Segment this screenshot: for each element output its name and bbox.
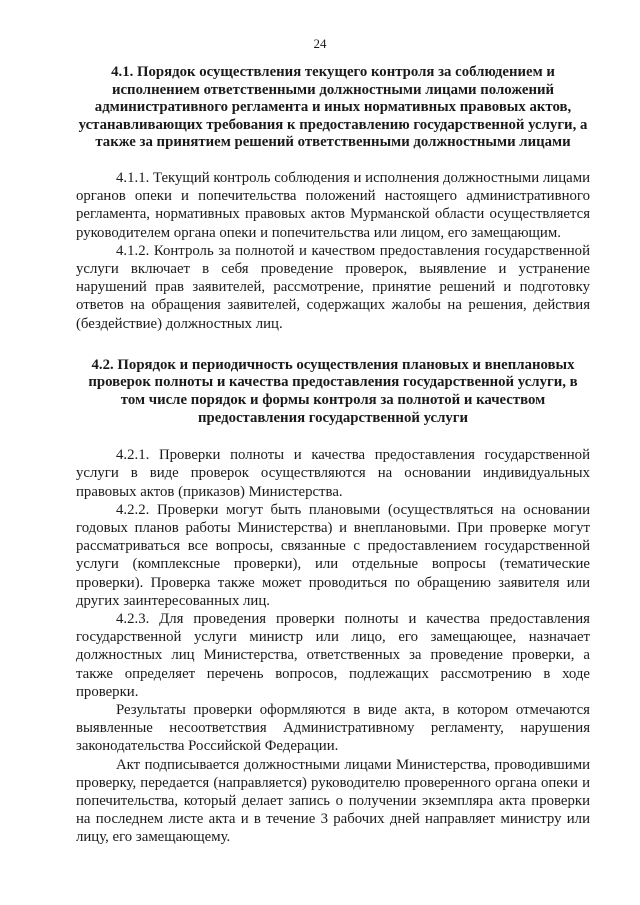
paragraph-check-results: Результаты проверки оформляются в виде акта, в котором отмечаются выявленные несоответствия Административному регламенту, нарушения законодательства Российской Федерации. [76, 702, 590, 755]
paragraph-4-2-3: 4.2.3. Для проведения проверки полноты и качества предоставления государственной услуги министр или лицо, его замещающее, назначает должностных лиц Министерства, ответственных за проведение проверки, а также определяет перечень вопросов, подлежащих рассмотрению в ходе проверки. [76, 611, 590, 700]
paragraph-4-1-1: 4.1.1. Текущий контроль соблюдения и исполнения должностными лицами органов опеки и попечительства положений настоящего административного регламента, нормативных правовых актов Мурманской области осуществляется руководителем органа опеки и попечительства или лицом, его замещающим. [76, 169, 590, 241]
paragraph-4-2-1: 4.2.1. Проверки полноты и качества предоставления государственной услуги в виде проверок осуществляются на основании индивидуальных правовых актов (приказов) Министерства. [76, 447, 590, 500]
section-heading-4-2: 4.2. Порядок и периодичность осуществления плановых и внеплановых проверок полноты и качества предоставления государственной услуги, в том числе порядок и формы контроля за полнотой и качеством предоставления государственной услуги [88, 356, 578, 426]
page-content [76, 64, 590, 847]
paragraph-act-signing: Акт подписывается должностными лицами Министерства, проводившими проверку, передается (направляется) руководителю проверенного органа опеки и попечительства, который делает запись о получении экземпляра акта проверки на последнем листе акта и в течение 3 рабочих дней направляет министру или лицу, его замещающему. [76, 756, 590, 846]
page-number: 24 [313, 36, 327, 51]
paragraph-4-2-2: 4.2.2. Проверки могут быть плановыми (осуществляться на основании годовых планов работы Министерства) и внеплановыми. При проверке могут рассматриваться все вопросы, связанные с предоставлением государственной услуги (комплексные проверки), или отдельные вопросы (тематические проверки). Проверка также может проводиться по обращению заявителя или других заинтересованных лиц. [76, 501, 590, 609]
paragraph-4-1-2: 4.1.2. Контроль за полнотой и качеством предоставления государственной услуги включает в себя проведение проверок, выявление и устранение нарушений прав заявителей, рассмотрение, принятие решений и подготовку ответов на обращения заявителей, содержащих жалобы на решения, действия (бездействие) должностных лиц. [76, 242, 590, 332]
section-heading-4-1: 4.1. Порядок осуществления текущего контроля за соблюдением и исполнением ответственными должностными лицами положений административного регламента и иных нормативных правовых актов, устанавливающих требования к предоставлению государственной услуги, а также за принятием решений ответственными должностными лицами [78, 64, 588, 151]
